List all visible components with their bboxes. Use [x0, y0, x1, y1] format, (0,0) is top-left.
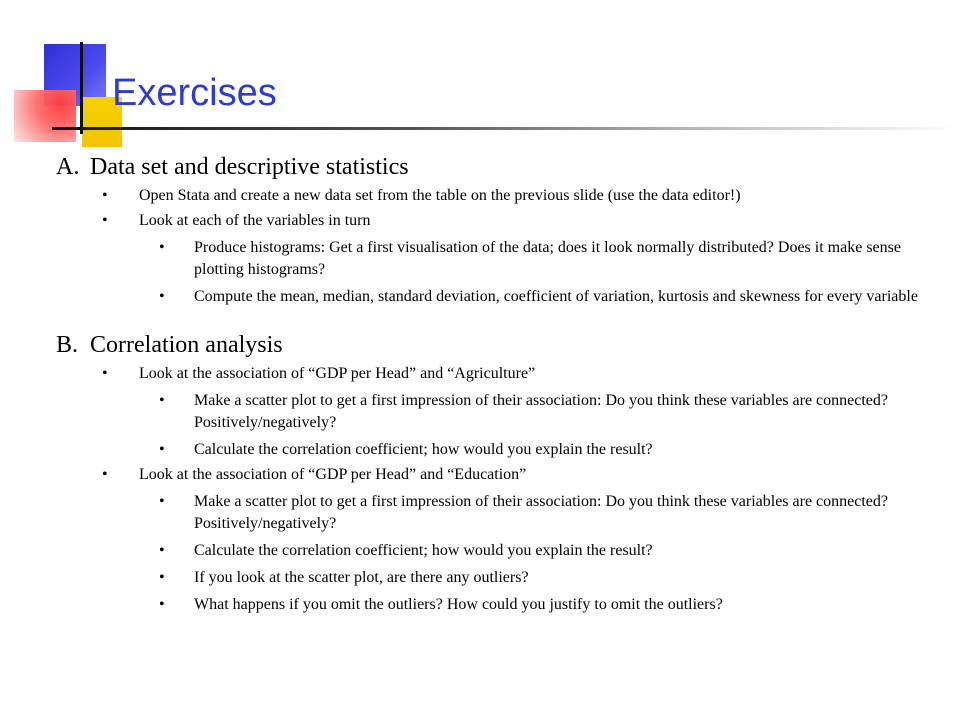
- sub-list-item-text: Produce histograms: Get a first visualisation of the data; does it look normally distributed? Does it make sense plotting histograms?: [194, 239, 901, 278]
- bullet-list: [56, 185, 936, 308]
- sub-list-item: [139, 567, 936, 589]
- decor-vertical-line: [80, 42, 83, 134]
- bullet-icon: •: [159, 493, 165, 510]
- bullet-icon: •: [159, 441, 165, 458]
- section-letter: A.: [56, 154, 80, 180]
- sub-list-item: [139, 286, 936, 308]
- section-heading: [56, 152, 936, 182]
- sub-list-item: [139, 540, 936, 562]
- sub-list-item-text: Calculate the correlation coefficient; how would you explain the result?: [194, 441, 653, 458]
- sub-list-item: [139, 390, 936, 434]
- section-letter: B.: [56, 332, 79, 358]
- title-underline: [52, 127, 960, 130]
- list-item: [56, 464, 936, 616]
- list-item-text: Look at the association of “GDP per Head” and “Agriculture”: [139, 365, 536, 382]
- list-item-text: Open Stata and create a new data set from the table on the previous slide (use the data editor!): [139, 187, 741, 204]
- section-heading: [56, 330, 936, 360]
- list-item-text: Look at the association of “GDP per Head” and “Education”: [139, 466, 527, 483]
- sub-bullet-list: [139, 237, 936, 308]
- sub-bullet-list: [139, 491, 936, 616]
- bullet-icon: •: [159, 392, 165, 409]
- bullet-icon: •: [159, 596, 165, 613]
- bullet-icon: •: [102, 466, 108, 483]
- sub-bullet-list: [139, 390, 936, 461]
- bullet-icon: •: [102, 365, 108, 382]
- slide-title: Exercises: [112, 72, 277, 114]
- sub-list-item-text: Make a scatter plot to get a first impression of their association: Do you think these variables are connected? Positively/negatively?: [194, 392, 888, 431]
- list-item: [56, 185, 936, 207]
- bullet-icon: •: [102, 212, 108, 229]
- bullet-icon: •: [102, 187, 108, 204]
- sub-list-item: [139, 237, 936, 281]
- sub-list-item: [139, 594, 936, 616]
- sub-list-item-text: Make a scatter plot to get a first impression of their association: Do you think these variables are connected? Positively/negatively?: [194, 493, 888, 532]
- section-title: Correlation analysis: [90, 332, 283, 358]
- bullet-list: [56, 363, 936, 616]
- section-a: [56, 152, 936, 308]
- slide-content: [56, 152, 936, 616]
- sub-list-item-text: Compute the mean, median, standard deviation, coefficient of variation, kurtosis and skewness for every variable: [194, 288, 918, 305]
- section-b: [56, 330, 936, 616]
- list-item-text: Look at each of the variables in turn: [139, 212, 371, 229]
- sub-list-item: [139, 439, 936, 461]
- bullet-icon: •: [159, 239, 165, 256]
- sub-list-item-text: Calculate the correlation coefficient; how would you explain the result?: [194, 542, 653, 559]
- bullet-icon: •: [159, 569, 165, 586]
- sub-list-item-text: If you look at the scatter plot, are there any outliers?: [194, 569, 529, 586]
- sub-list-item-text: What happens if you omit the outliers? How could you justify to omit the outliers?: [194, 596, 723, 613]
- sub-list-item: [139, 491, 936, 535]
- section-title: Data set and descriptive statistics: [90, 154, 409, 180]
- bullet-icon: •: [159, 542, 165, 559]
- bullet-icon: •: [159, 288, 165, 305]
- list-item: [56, 210, 936, 308]
- decor-red-square: [14, 90, 76, 142]
- list-item: [56, 363, 936, 461]
